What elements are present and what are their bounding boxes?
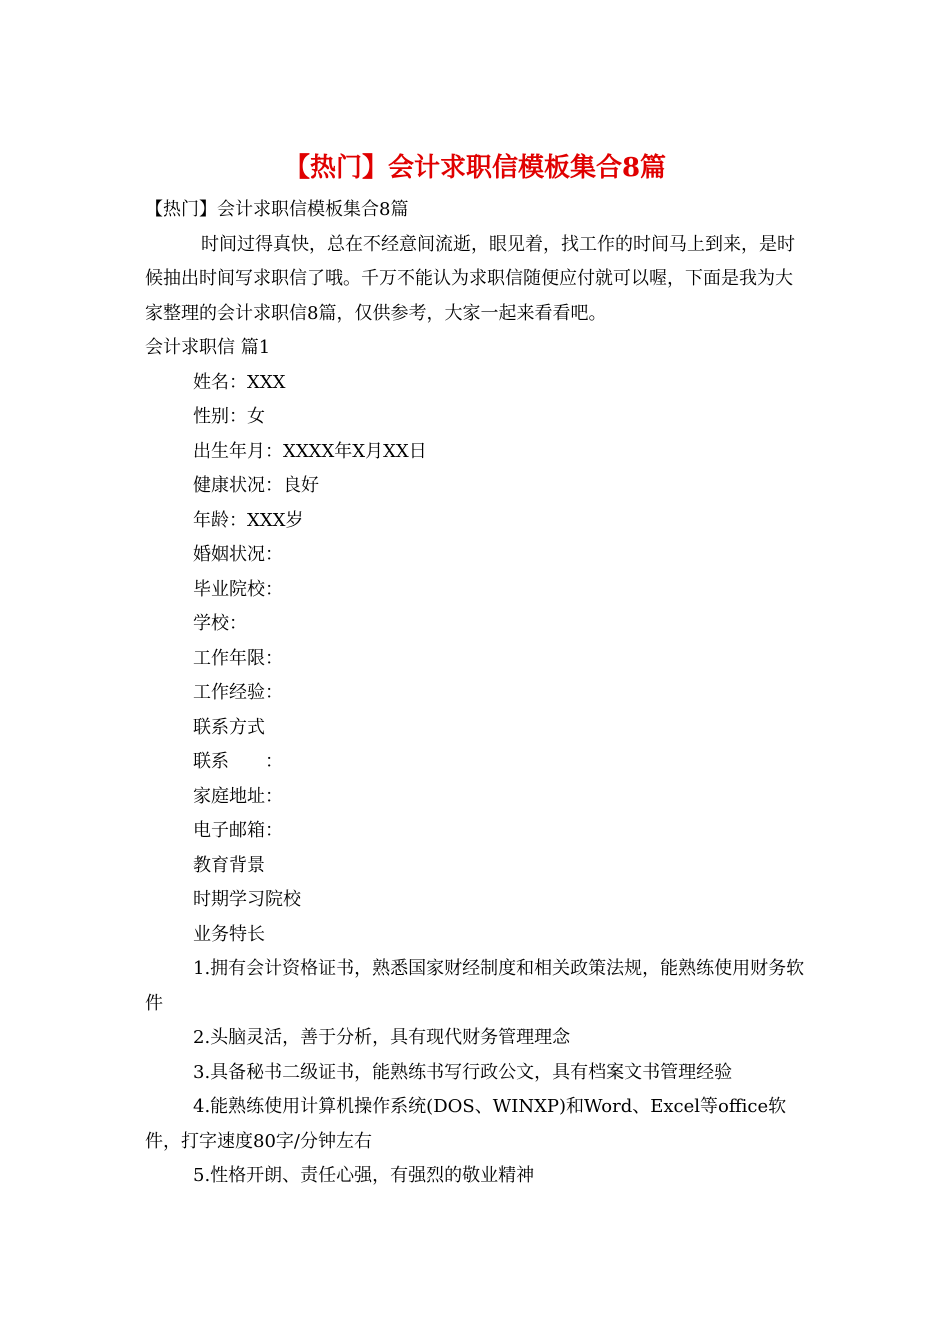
document-subtitle: 【热门】会计求职信模板集合8篇 xyxy=(145,199,409,220)
field-school: 学校： xyxy=(193,613,247,634)
field-specialties: 业务特长 xyxy=(193,923,265,945)
field-age: 年龄：XXX岁 xyxy=(193,509,304,531)
field-birth: 出生年月：XXXX年X月XX日 xyxy=(193,440,427,462)
field-email: 电子邮箱： xyxy=(193,820,283,841)
document-body xyxy=(145,193,810,1194)
specialty-item: 4.能熟练使用计算机操作系统(DOS、WINXP)和Word、Excel等office软件，打字速度80字/分钟左右 xyxy=(145,1096,787,1152)
intro-paragraph: 时间过得真快，总在不经意间流逝，眼见着，找工作的时间马上到来，是时候抽出时间写求职信了哦。千万不能认为求职信随便应付就可以喔，下面是我为大家整理的会计求职信8篇，仅供参考，大家一起来看看吧。 xyxy=(145,233,795,324)
document-title: 【热门】会计求职信模板集合8篇 xyxy=(283,153,667,183)
field-contact-method: 联系方式 xyxy=(193,716,265,738)
section-heading: 会计求职信 篇1 xyxy=(145,337,271,358)
field-address: 家庭地址： xyxy=(193,785,283,807)
field-period-school: 时期学习院校 xyxy=(193,889,301,910)
field-contact: 联系 ： xyxy=(193,751,283,772)
specialty-item: 2.头脑灵活，善于分析，具有现代财务管理理念 xyxy=(193,1027,571,1048)
specialty-item: 3.具备秘书二级证书，能熟练书写行政公文，具有档案文书管理经验 xyxy=(193,1061,733,1083)
field-work-experience: 工作经验： xyxy=(193,682,283,703)
field-graduate-school: 毕业院校： xyxy=(193,578,283,600)
field-health: 健康状况：良好 xyxy=(193,475,319,496)
field-education: 教育背景 xyxy=(193,854,265,876)
specialty-item: 1.拥有会计资格证书，熟悉国家财经制度和相关政策法规，能熟练使用财务软件 xyxy=(145,958,805,1014)
field-gender: 性别：女 xyxy=(193,406,265,427)
field-marital: 婚姻状况： xyxy=(193,544,283,565)
field-name: 姓名：XXX xyxy=(193,371,286,393)
field-work-years: 工作年限： xyxy=(193,647,283,669)
specialty-item: 5.性格开朗、责任心强，有强烈的敬业精神 xyxy=(193,1165,535,1186)
